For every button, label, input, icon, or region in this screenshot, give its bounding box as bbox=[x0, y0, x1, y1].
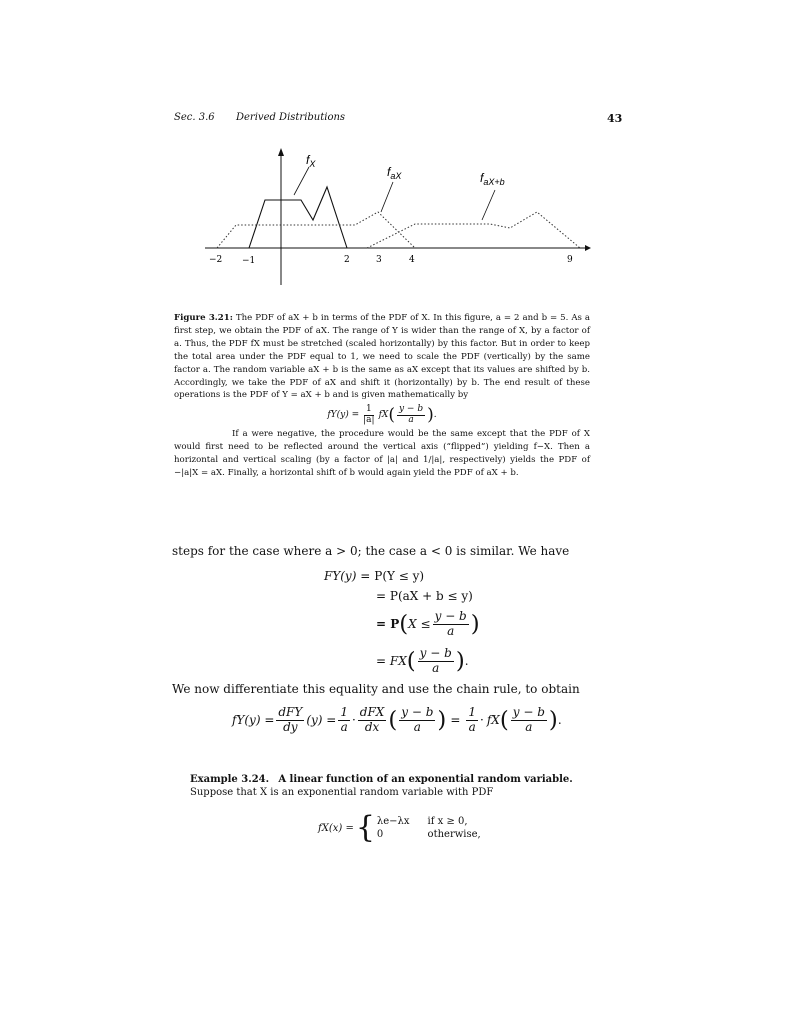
cdf-line-3 bbox=[376, 606, 584, 642]
pdf-lhs: fY(y) = bbox=[232, 713, 275, 727]
pdf-dfy: dFY bbox=[278, 705, 303, 720]
pdf-num-2: y − b bbox=[512, 705, 545, 720]
cdf-l3-pre: = P bbox=[376, 617, 400, 631]
pdf-fx: fX bbox=[486, 713, 500, 727]
eq-fx: fX bbox=[378, 410, 389, 421]
body-differentiate: We now differentiate this equality and use the chain rule, to obtain bbox=[172, 682, 580, 696]
pdf-dot-2: · bbox=[480, 713, 484, 727]
pdf-arg-fraction bbox=[399, 706, 435, 733]
faxb-pointer bbox=[482, 190, 495, 220]
pdf-num: y − b bbox=[401, 705, 434, 720]
right-paren: ) bbox=[455, 647, 465, 674]
pdf-one: 1 bbox=[340, 705, 348, 720]
cdf-l3-num: y − b bbox=[434, 609, 467, 624]
case-2-condition: otherwise, bbox=[427, 829, 481, 840]
tick-label: −2 bbox=[209, 255, 223, 265]
body-intro: steps for the case where a > 0; the case a < 0 is similar. We have bbox=[172, 544, 570, 558]
eq-arg-num: y − b bbox=[398, 404, 424, 415]
case-1-value: λe−λx bbox=[376, 816, 410, 827]
exp-pdf-equation bbox=[318, 810, 481, 846]
pdf-one-over-a-2 bbox=[466, 706, 478, 733]
cdf-l4-den: a bbox=[432, 660, 440, 675]
pdf-eq: = bbox=[450, 713, 461, 727]
pdf-dy: dy bbox=[283, 719, 298, 734]
cdf-l4-fraction bbox=[418, 647, 454, 674]
caption-equation bbox=[174, 405, 590, 426]
tick-label: 9 bbox=[567, 255, 573, 265]
left-brace: { bbox=[355, 810, 375, 845]
running-header-title: Derived Distributions bbox=[236, 112, 346, 123]
y-axis-arrow bbox=[278, 148, 284, 156]
example-title: A linear function of an exponential random variable. bbox=[278, 774, 573, 785]
fax-pointer bbox=[381, 182, 393, 212]
eq-period: . bbox=[433, 410, 437, 421]
right-paren: ) bbox=[437, 706, 447, 733]
right-paren: ) bbox=[470, 610, 480, 637]
cdf-line-1 bbox=[324, 566, 584, 586]
eq-numerator: 1 bbox=[365, 404, 372, 415]
case-1-condition: if x ≥ 0, bbox=[427, 816, 468, 827]
caption-paragraph-1 bbox=[174, 312, 590, 402]
cdf-line-2: = P(aX + b ≤ y) bbox=[376, 589, 473, 603]
faxb-curve bbox=[367, 212, 580, 248]
fax-label: $f_{aX}$ bbox=[387, 165, 402, 181]
pdf-dx: dx bbox=[364, 719, 380, 734]
tick-label: 4 bbox=[409, 255, 415, 265]
cdf-l4-pre: = FX bbox=[376, 654, 407, 668]
cdf-lhs: FY(y) = bbox=[324, 569, 371, 583]
fx-label: $f_X$ bbox=[306, 153, 316, 169]
pdf-a-2: a bbox=[468, 719, 476, 734]
pdf-den-2: a bbox=[525, 719, 533, 734]
cdf-l3-den: a bbox=[447, 623, 455, 638]
tick-label: 3 bbox=[376, 255, 382, 265]
x-axis-arrow bbox=[585, 245, 591, 251]
pdf-den: a bbox=[413, 719, 421, 734]
tick-label: −1 bbox=[242, 256, 256, 266]
pdf-derivation bbox=[232, 700, 562, 740]
pdf-dfx: dFX bbox=[359, 705, 385, 720]
cdf-line-4 bbox=[376, 642, 584, 680]
example-block bbox=[190, 774, 610, 798]
cdf-l3-fraction bbox=[433, 610, 469, 637]
caption-paragraph-2: If a were negative, the procedure would be the same except that the PDF of X would first need to be reflected around the vertical axis (“flipped”) yielding f−X. Then a horizontal and vertical scaling (by a factor of |a| and 1/|a|, respectively) yields the PDF of −|a|X = aX. Finally, a horizontal shift of b would again yield the PDF of aX + b. bbox=[174, 429, 590, 478]
left-paren: ( bbox=[388, 706, 398, 733]
left-paren: ( bbox=[388, 405, 395, 426]
page-number: 43 bbox=[607, 112, 623, 125]
figure-caption bbox=[174, 312, 590, 480]
left-paren: ( bbox=[406, 647, 416, 674]
pdf-dfy-fraction bbox=[276, 706, 304, 733]
pdf-dfx-fraction bbox=[358, 706, 387, 733]
cdf-derivation bbox=[324, 566, 584, 680]
eq-fraction bbox=[361, 405, 376, 426]
right-paren: ) bbox=[427, 405, 434, 426]
example-label: Example 3.24. bbox=[190, 774, 270, 785]
pdf-arg: (y) = bbox=[306, 713, 337, 727]
tick-label: 2 bbox=[344, 255, 350, 265]
eq-denominator: |a| bbox=[363, 415, 375, 426]
case-2-value: 0 bbox=[376, 829, 384, 840]
cdf-l4-end: . bbox=[464, 654, 469, 668]
fx-pointer bbox=[294, 167, 309, 195]
pdf-dot: · bbox=[351, 713, 356, 727]
exp-pdf-cases bbox=[377, 816, 481, 840]
pdf-end: . bbox=[557, 713, 562, 727]
caption-lead: Figure 3.21: bbox=[174, 313, 233, 323]
eq-arg-den: a bbox=[408, 415, 414, 426]
pdf-one-over-a bbox=[338, 706, 350, 733]
example-text: Suppose that X is an exponential random variable with PDF bbox=[190, 787, 494, 798]
faxb-label: $f_{aX+b}$ bbox=[480, 171, 505, 187]
left-paren: ( bbox=[399, 610, 409, 637]
eq-arg-fraction bbox=[397, 405, 425, 426]
pdf-arg-fraction-2 bbox=[511, 706, 547, 733]
eq-lhs: fY(y) = bbox=[327, 410, 360, 421]
fx-curve bbox=[249, 187, 347, 248]
left-paren: ( bbox=[499, 706, 509, 733]
cdf-l3-x: X ≤ bbox=[408, 617, 431, 631]
running-header-section: Sec. 3.6 bbox=[174, 112, 215, 123]
pdf-transformation-figure bbox=[170, 140, 595, 290]
exp-pdf-lhs: fX(x) = bbox=[318, 822, 354, 834]
caption-text-1: The PDF of aX + b in terms of the PDF of X. In this figure, a = 2 and b = 5. As a first step, we obtain the PDF of aX. The range of Y is wider than the range of X, by a factor of a. Thus, the PDF fX must be stretched (scaled horizontally) by this factor. But in order to keep the total area under the PDF equal to 1, we need to scale the PDF (vertically) by the same factor a. The random variable aX + b is the same as aX except that its values are shifted by b. Accordingly, we take the PDF of aX and shift it (horizontally) by b. The end result of these operations is the PDF of Y = aX + b and is given mathematically by bbox=[174, 313, 591, 401]
pdf-one-2: 1 bbox=[468, 705, 477, 720]
right-paren: ) bbox=[548, 706, 558, 733]
fax-curve bbox=[217, 212, 415, 248]
example-heading bbox=[190, 774, 610, 785]
pdf-a: a bbox=[340, 719, 348, 734]
cdf-l4-num: y − b bbox=[419, 646, 452, 661]
cdf-rhs-1: P(Y ≤ y) bbox=[374, 569, 425, 583]
